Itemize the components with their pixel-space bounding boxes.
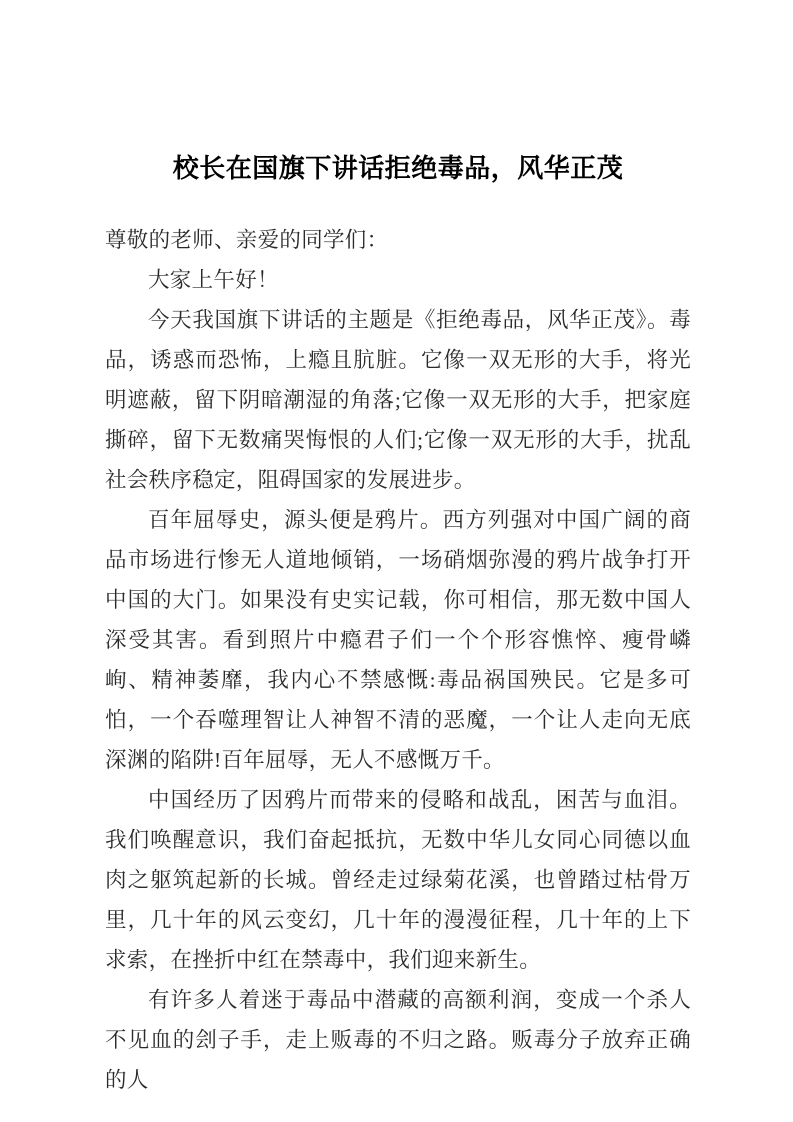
paragraph-resistance: 中国经历了因鸦片而带来的侵略和战乱，困苦与血泪。我们唤醒意识，我们奋起抵抗，无数中华儿女同心同德以血肉之躯筑起新的长城。曾经走过绿菊花溪，也曾踏过枯骨万里，几十年的风云变幻，几十年的漫漫征程，几十年的上下求索，在挫折中红在禁毒中，我们迎来新生。 <box>105 788 691 972</box>
paragraph-list <box>105 220 691 1100</box>
document-body <box>105 0 691 1100</box>
paragraph-salutation: 尊敬的老师、亲爱的同学们： <box>105 228 389 252</box>
paragraph-history: 百年屈辱史，源头便是鸦片。西方列强对中国广阔的商品市场进行惨无人道地倾销，一场硝烟弥漫的鸦片战争打开中国的大门。如果没有史实记载，你可相信，那无数中国人深受其害。看到照片中瘾君子们一个个形容憔悴、瘦骨嶙峋、精神萎靡，我内心不禁感慨:毒品祸国殃民。它是多可怕，一个吞噬理智让人神智不清的恶魔，一个让人走向无底深渊的陷阱!百年屈辱，无人不感慨万千。 <box>105 508 691 772</box>
paragraph-profit: 有许多人着迷于毒品中潜藏的高额利润，变成一个杀人不见血的刽子手，走上贩毒的不归之路。贩毒分子放弃正确的人 <box>105 988 691 1092</box>
page-title: 校长在国旗下讲话拒绝毒品，风华正茂 <box>172 154 624 183</box>
paragraph-topic: 今天我国旗下讲话的主题是《拒绝毒品，风华正茂》。毒品，诱惑而恐怖，上瘾且肮脏。它像一双无形的大手，将光明遮蔽，留下阴暗潮湿的角落;它像一双无形的大手，把家庭撕碎，留下无数痛哭悔恨的人们;它像一双无形的大手，扰乱社会秩序稳定，阻碍国家的发展进步。 <box>105 308 691 492</box>
paragraph-greeting: 大家上午好！ <box>148 268 279 292</box>
